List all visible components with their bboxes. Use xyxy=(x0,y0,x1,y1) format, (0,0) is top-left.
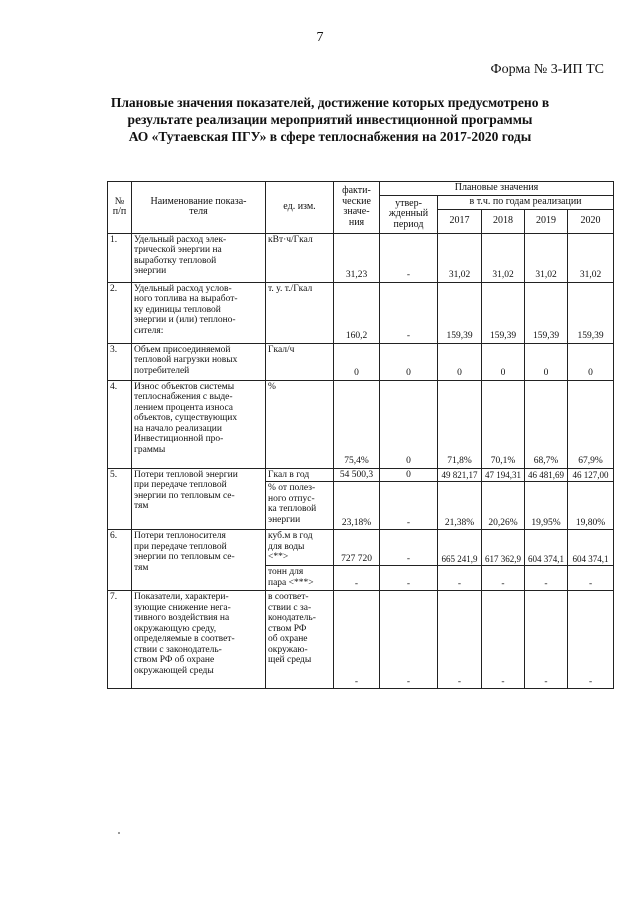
row-approved: - xyxy=(380,482,438,530)
header-approved: утвер- жденный период xyxy=(380,196,438,234)
row-2018: 0 xyxy=(482,343,525,380)
row-unit: Гкал в год xyxy=(266,468,334,482)
row-2019: 46 481,69 xyxy=(525,468,568,482)
header-unit: ед. изм. xyxy=(266,182,334,234)
header-actual: факти- ческие значе- ния xyxy=(334,182,380,234)
row-2017: 0 xyxy=(438,343,482,380)
row-name: Потери тепловой энергии при передаче тепловой энергии по тепловым се- тям xyxy=(132,468,266,530)
row-2017: 159,39 xyxy=(438,282,482,343)
row-num: 4. xyxy=(108,380,132,468)
row-unit: % xyxy=(266,380,334,468)
row-actual: 0 xyxy=(334,343,380,380)
row-2018: 47 194,31 xyxy=(482,468,525,482)
row-2017: 49 821,17 xyxy=(438,468,482,482)
row-approved: - xyxy=(380,566,438,591)
row-2017: 21,38% xyxy=(438,482,482,530)
header-year-2019: 2019 xyxy=(525,209,568,233)
row-2019: 68,7% xyxy=(525,380,568,468)
row-unit: кВт·ч/Гкал xyxy=(266,233,334,282)
row-2018: 159,39 xyxy=(482,282,525,343)
row-2020: - xyxy=(568,566,614,591)
row-num: 1. xyxy=(108,233,132,282)
row-name: Удельный расход услов- ного топлива на выработ- ку единицы тепловой энергии и (или) теплоно- сителя: xyxy=(132,282,266,343)
row-2017: 31,02 xyxy=(438,233,482,282)
row-2018: 70,1% xyxy=(482,380,525,468)
row-name: Удельный расход элек- трической энергии на выработку тепловой энергии xyxy=(132,233,266,282)
row-approved: 0 xyxy=(380,380,438,468)
row-num: 7. xyxy=(108,591,132,689)
row-2017: - xyxy=(438,566,482,591)
row-name: Объем присоединяемой тепловой нагрузки новых потребителей xyxy=(132,343,266,380)
row-2020: 67,9% xyxy=(568,380,614,468)
row-2017: 71,8% xyxy=(438,380,482,468)
row-2019: 0 xyxy=(525,343,568,380)
row-actual: - xyxy=(334,591,380,689)
header-year-2017: 2017 xyxy=(438,209,482,233)
scan-speck xyxy=(118,832,120,834)
row-2017: 665 241,9 xyxy=(438,530,482,566)
page-number: 7 xyxy=(316,30,324,45)
row-actual: 54 500,3 xyxy=(334,468,380,482)
row-2020: 604 374,1 xyxy=(568,530,614,566)
row-unit: куб.м в год для воды <**> xyxy=(266,530,334,566)
indicators-table xyxy=(107,181,614,689)
row-2017: - xyxy=(438,591,482,689)
title-line-2: результате реализации мероприятий инвестиционной программы xyxy=(127,112,533,127)
table-row xyxy=(108,282,614,343)
row-2019: 159,39 xyxy=(525,282,568,343)
header-year-2018: 2018 xyxy=(482,209,525,233)
title-line-3: АО «Тутаевская ПГУ» в сфере теплоснабжения на 2017-2020 годы xyxy=(128,129,532,144)
row-2018: 31,02 xyxy=(482,233,525,282)
row-unit: тонн для пара <***> xyxy=(266,566,334,591)
title-line-1: Плановые значения показателей, достижение которых предусмотрено в xyxy=(110,95,550,110)
row-actual: 23,18% xyxy=(334,482,380,530)
table-row xyxy=(108,233,614,282)
row-2020: 46 127,00 xyxy=(568,468,614,482)
row-num: 3. xyxy=(108,343,132,380)
document-title xyxy=(60,94,600,145)
row-2020: 0 xyxy=(568,343,614,380)
header-name: Наименование показа- теля xyxy=(132,182,266,234)
row-name: Потери теплоносителя при передаче тепловой энергии по тепловым се- тям xyxy=(132,530,266,591)
row-unit: в соответ- ствии с за- конодатель- ством РФ об охране окружаю- щей среды xyxy=(266,591,334,689)
row-2019: 604 374,1 xyxy=(525,530,568,566)
row-approved: - xyxy=(380,591,438,689)
table-row xyxy=(108,343,614,380)
row-2020: 19,80% xyxy=(568,482,614,530)
row-num: 2. xyxy=(108,282,132,343)
form-label: Форма № 3-ИП ТС xyxy=(490,62,604,77)
row-2018: 617 362,9 xyxy=(482,530,525,566)
row-unit: т. у. т./Гкал xyxy=(266,282,334,343)
row-2019: - xyxy=(525,566,568,591)
header-by-year: в т.ч. по годам реализации xyxy=(438,196,614,210)
row-2018: - xyxy=(482,591,525,689)
row-2019: - xyxy=(525,591,568,689)
row-name: Показатели, характери- зующие снижение нега- тивного воздействия на окружающую среду, определяемые в соответ- ствии с законодатель- ством РФ об охране окружающей среды xyxy=(132,591,266,689)
row-2019: 31,02 xyxy=(525,233,568,282)
row-approved: - xyxy=(380,233,438,282)
row-num: 6. xyxy=(108,530,132,591)
row-2018: 20,26% xyxy=(482,482,525,530)
table-row xyxy=(108,530,614,566)
row-approved: 0 xyxy=(380,468,438,482)
row-actual: - xyxy=(334,566,380,591)
row-unit: % от полез- ного отпус- ка тепловой энергии xyxy=(266,482,334,530)
header-planned: Плановые значения xyxy=(380,182,614,196)
row-2018: - xyxy=(482,566,525,591)
row-name: Износ объектов системы теплоснабжения с выде- лением процента износа объектов, существующих на начало реализации Инвестиционной про- граммы xyxy=(132,380,266,468)
row-approved: 0 xyxy=(380,343,438,380)
row-approved: - xyxy=(380,530,438,566)
row-2020: - xyxy=(568,591,614,689)
table-row xyxy=(108,380,614,468)
row-approved: - xyxy=(380,282,438,343)
row-actual: 160,2 xyxy=(334,282,380,343)
row-2019: 19,95% xyxy=(525,482,568,530)
table-row xyxy=(108,591,614,689)
row-actual: 75,4% xyxy=(334,380,380,468)
table-row xyxy=(108,468,614,482)
row-2020: 159,39 xyxy=(568,282,614,343)
header-year-2020: 2020 xyxy=(568,209,614,233)
row-2020: 31,02 xyxy=(568,233,614,282)
row-num: 5. xyxy=(108,468,132,530)
row-actual: 727 720 xyxy=(334,530,380,566)
row-actual: 31,23 xyxy=(334,233,380,282)
header-num: № п/п xyxy=(108,182,132,234)
row-unit: Гкал/ч xyxy=(266,343,334,380)
